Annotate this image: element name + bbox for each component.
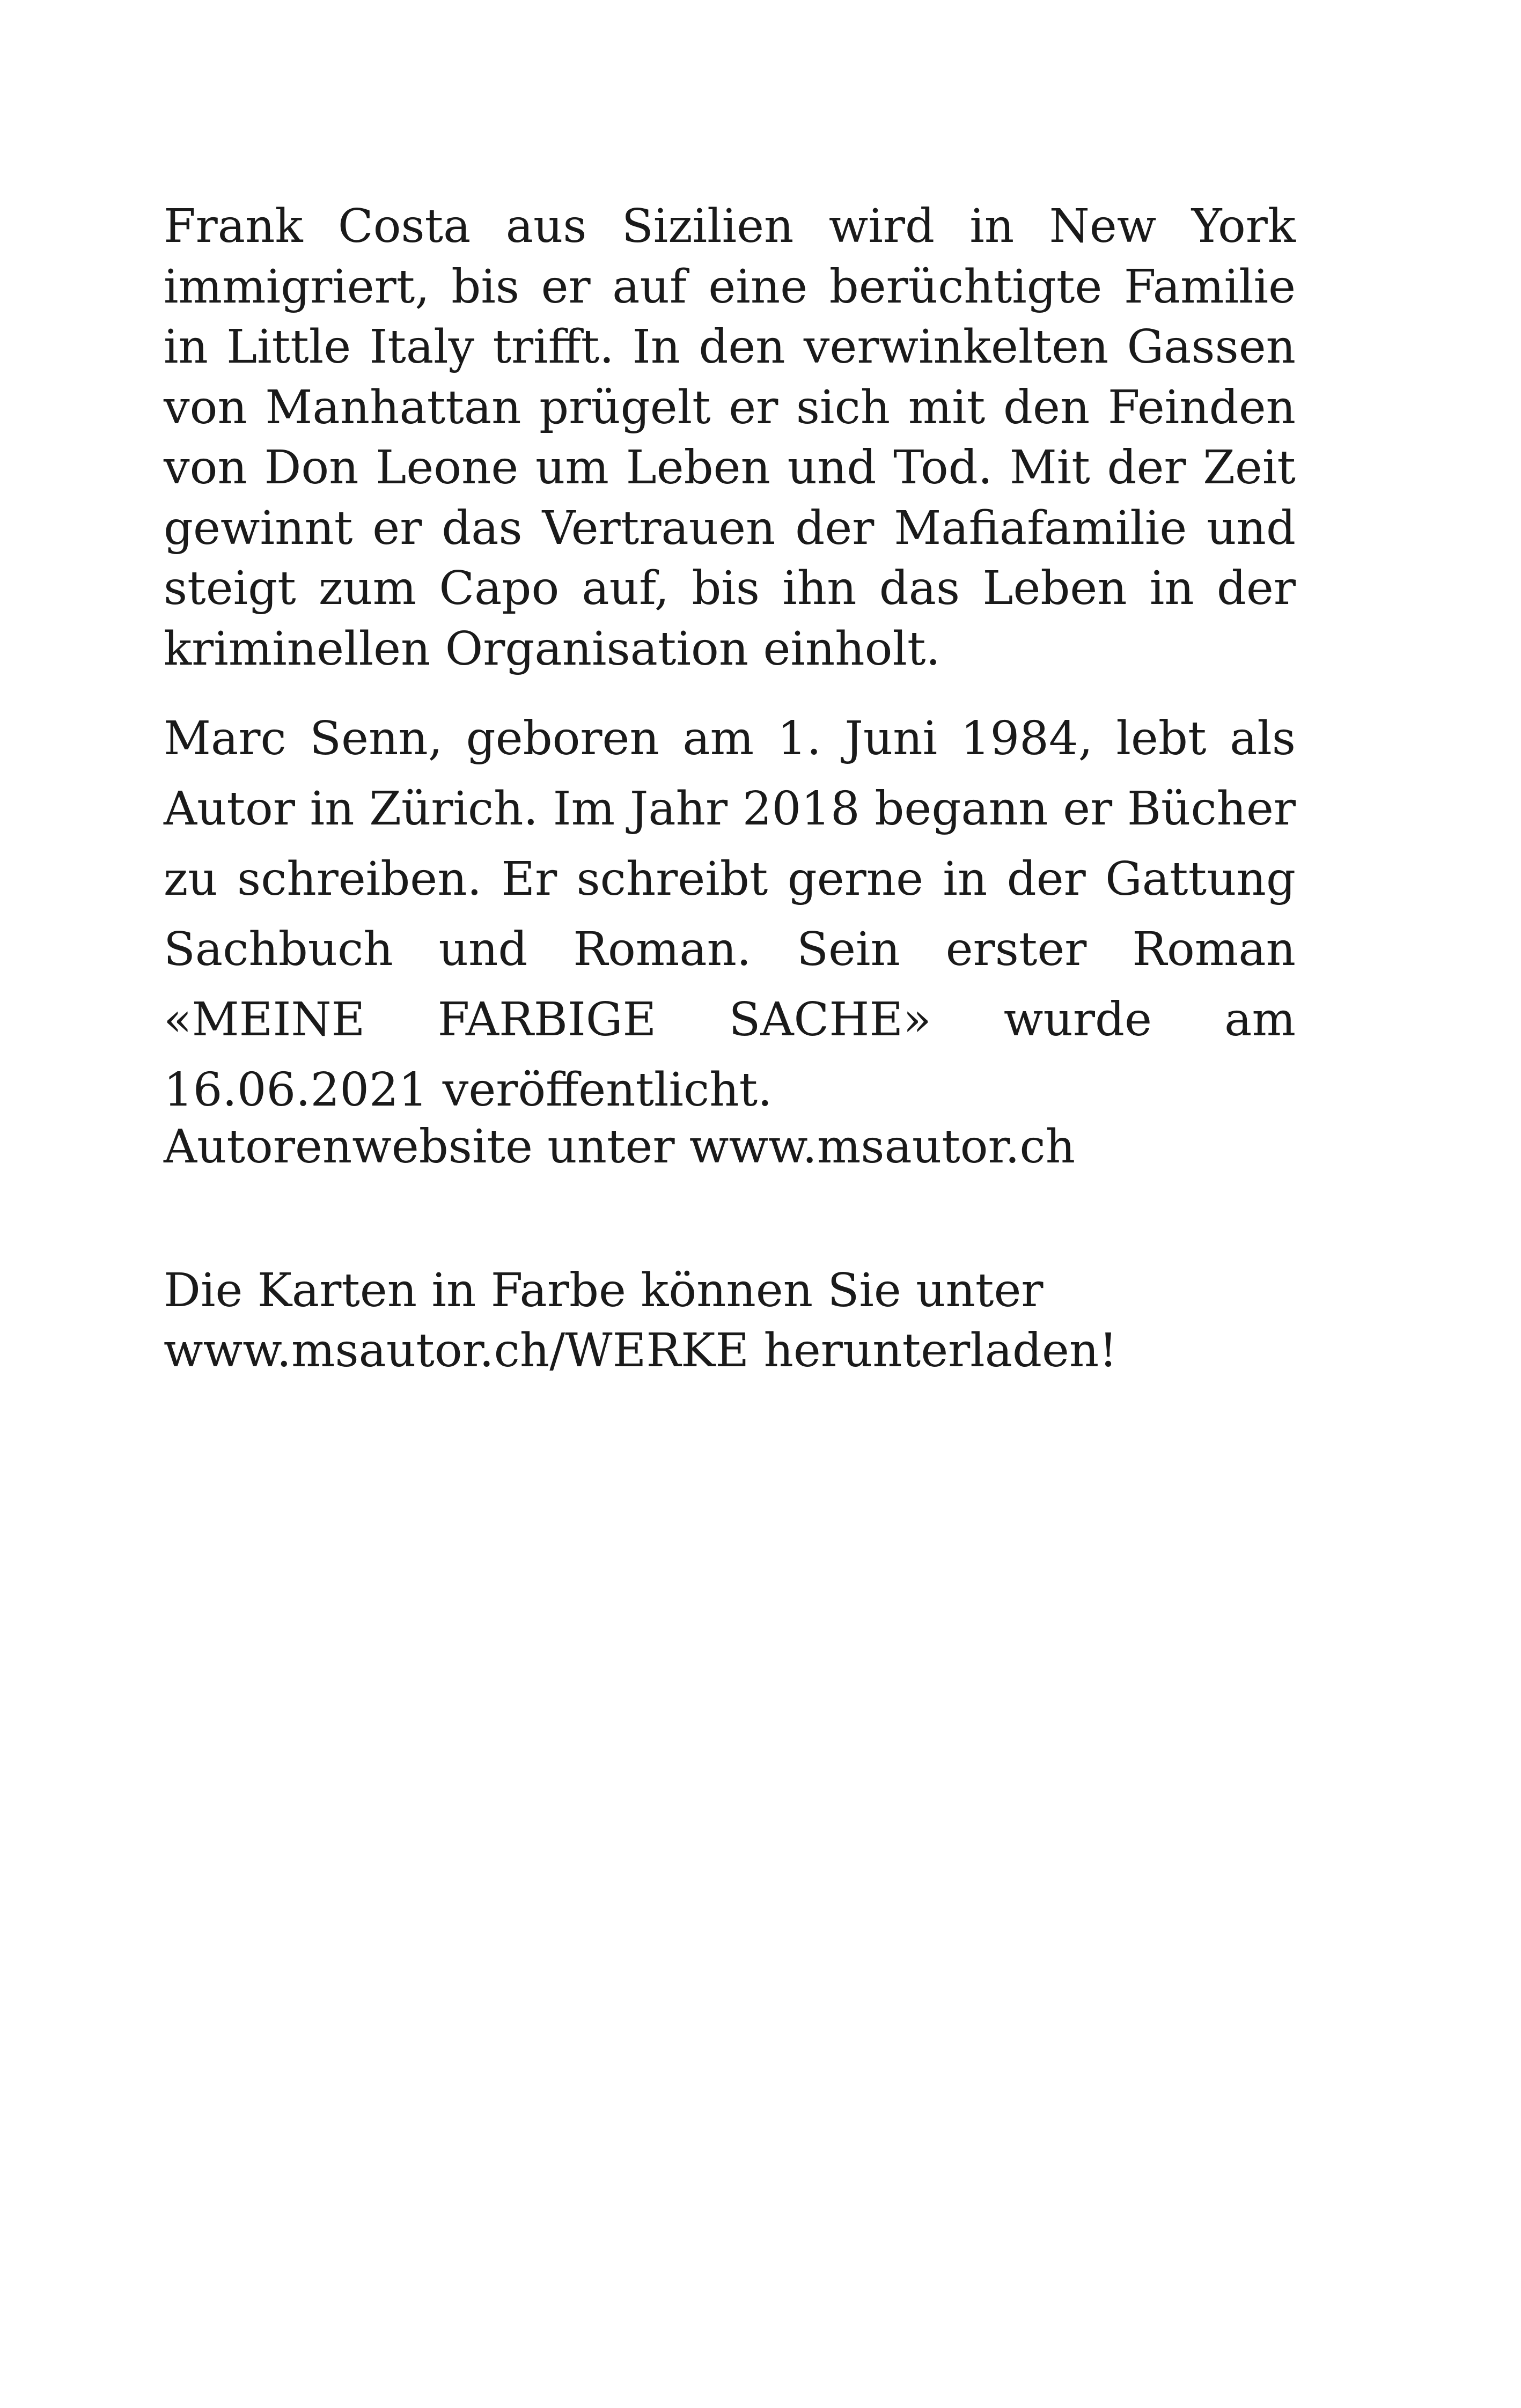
author-website-line: Autorenwebsite unter www.msautor.ch — [164, 1120, 1076, 1174]
book-blurb-paragraph: Frank Costa aus Sizilien wird in New York immigriert, bis er auf eine berüchtigte Familie in Little Italy trifft. In den verwinkelten Gassen von Manhattan prügelt er sich mit den Feinden von Don Leone um Leben und Tod. Mit der Zeit gewinnt er das Vertrauen der Mafiafamilie und steigt zum Capo auf, bis ihn das Leben in der kriminellen Organisation einholt. — [164, 200, 1296, 676]
author-bio-paragraph: Marc Senn, geboren am 1. Juni 1984, lebt als Autor in Zürich. Im Jahr 2018 begann er Bücher zu schreiben. Er schreibt gerne in der Gattung Sachbuch und Roman. Sein erster Roman «MEINE FARBIGE SACHE» wurde am 16.06.2021 veröffentlicht. — [164, 712, 1296, 1117]
map-download-note-line-2: www.msautor.ch/WERKE herunterladen! — [164, 1324, 1118, 1378]
map-download-note — [164, 1261, 1296, 1381]
map-download-note-line-1: Die Karten in Farbe können Sie unter — [164, 1264, 1044, 1317]
